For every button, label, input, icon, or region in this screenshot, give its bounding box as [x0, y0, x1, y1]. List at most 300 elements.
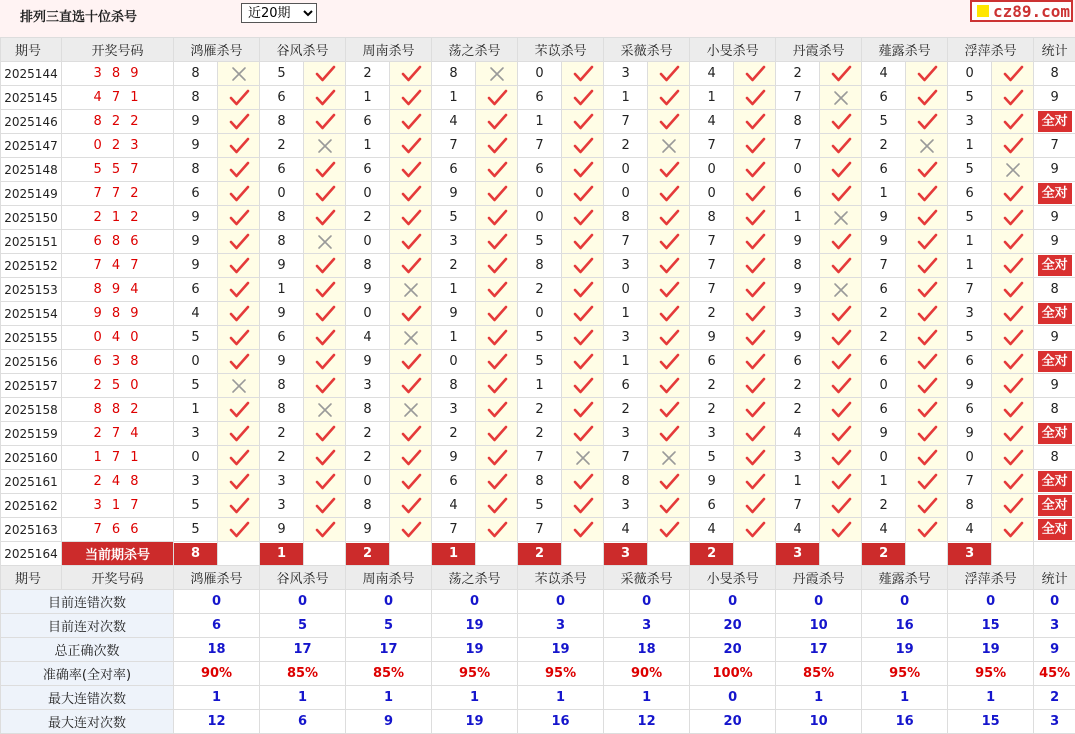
check-icon	[314, 113, 336, 131]
summary-row	[1, 686, 1075, 710]
kill-digit-cell: 8	[260, 374, 304, 398]
check-icon	[486, 305, 508, 323]
summary-value	[690, 686, 776, 710]
kill-digit-cell: 7	[776, 494, 820, 518]
summary-label: 最大连对次数	[1, 710, 174, 734]
check-icon	[658, 257, 680, 275]
summary-value-text: 19	[896, 642, 914, 657]
check-icon	[314, 65, 336, 83]
col-issue-header: 期号	[1, 566, 62, 590]
check-icon	[572, 473, 594, 491]
summary-value	[690, 638, 776, 662]
check-icon	[1002, 65, 1024, 83]
kill-digit-cell: 8	[260, 206, 304, 230]
correct-mark-cell	[390, 134, 432, 158]
summary-value	[260, 662, 346, 686]
correct-mark-cell	[390, 110, 432, 134]
correct-mark-cell	[734, 350, 776, 374]
draw-number-cell: 7 6 6	[62, 518, 174, 542]
row-stat-cell	[1034, 302, 1075, 326]
correct-mark-cell	[562, 302, 604, 326]
cross-icon	[316, 138, 334, 154]
check-icon	[1002, 233, 1024, 251]
wrong-mark-cell	[820, 86, 862, 110]
correct-mark-cell	[734, 278, 776, 302]
check-icon	[916, 449, 938, 467]
kill-digit-cell: 3	[260, 470, 304, 494]
check-icon	[228, 209, 250, 227]
check-icon	[744, 113, 766, 131]
kill-digit-cell: 6	[174, 278, 218, 302]
correct-mark-cell	[648, 302, 690, 326]
current-issue-cell: 2025164	[1, 542, 62, 566]
current-kill-digit: 8	[174, 543, 217, 565]
check-icon	[228, 425, 250, 443]
correct-mark-cell	[734, 230, 776, 254]
kill-digit-cell: 1	[776, 206, 820, 230]
correct-mark-cell	[476, 182, 518, 206]
correct-mark-cell	[734, 110, 776, 134]
check-icon	[830, 233, 852, 251]
summary-value-text: 5	[298, 618, 307, 633]
check-icon	[314, 305, 336, 323]
summary-value	[260, 710, 346, 734]
kill-digit-cell: 5	[948, 206, 992, 230]
kill-digit-cell: 7	[690, 278, 734, 302]
kill-digit-cell: 8	[260, 110, 304, 134]
site-logo[interactable]	[970, 0, 1073, 22]
check-icon	[1002, 521, 1024, 539]
check-icon	[228, 473, 250, 491]
check-icon	[830, 305, 852, 323]
summary-value	[604, 686, 690, 710]
check-icon	[314, 257, 336, 275]
correct-mark-cell	[562, 158, 604, 182]
current-kill-cell	[776, 542, 820, 566]
correct-mark-cell	[906, 350, 948, 374]
check-icon	[486, 281, 508, 299]
kill-digit-cell: 5	[948, 158, 992, 182]
correct-mark-cell	[390, 302, 432, 326]
summary-value-text: 1	[384, 690, 393, 705]
check-icon	[744, 497, 766, 515]
correct-mark-cell	[906, 326, 948, 350]
issue-cell: 2025148	[1, 158, 62, 182]
correct-mark-cell	[218, 86, 260, 110]
kill-digit-cell: 9	[690, 470, 734, 494]
draw-number-cell: 7 4 7	[62, 254, 174, 278]
summary-value	[862, 638, 948, 662]
kill-digit-cell: 2	[260, 134, 304, 158]
kill-digit-cell: 2	[432, 422, 476, 446]
summary-value-text: 5	[384, 618, 393, 633]
check-icon	[228, 89, 250, 107]
correct-mark-cell	[992, 182, 1034, 206]
col-expert-header: 鸿雁杀号	[174, 566, 260, 590]
summary-value-text: 16	[552, 714, 570, 729]
current-kill-digit: 1	[260, 543, 303, 565]
check-icon	[228, 521, 250, 539]
summary-value-text: 16	[896, 618, 914, 633]
kill-digit-cell: 0	[518, 62, 562, 86]
kill-digit-cell: 2	[260, 446, 304, 470]
check-icon	[400, 353, 422, 371]
check-icon	[486, 329, 508, 347]
current-kill-digit: 2	[690, 543, 733, 565]
check-icon	[572, 401, 594, 419]
col-expert-header: 薤露杀号	[862, 38, 948, 62]
draw-number-cell: 9 8 9	[62, 302, 174, 326]
wrong-mark-cell	[218, 62, 260, 86]
wrong-mark-cell	[648, 134, 690, 158]
correct-mark-cell	[906, 158, 948, 182]
summary-value	[432, 662, 518, 686]
current-kill-digit: 3	[776, 543, 819, 565]
check-icon	[830, 377, 852, 395]
kill-digit-cell: 4	[174, 302, 218, 326]
correct-mark-cell	[562, 206, 604, 230]
correct-mark-cell	[304, 494, 346, 518]
check-icon	[1002, 209, 1024, 227]
summary-value	[432, 686, 518, 710]
current-empty-cell	[304, 542, 346, 566]
correct-mark-cell	[476, 494, 518, 518]
check-icon	[572, 377, 594, 395]
issue-cell: 2025151	[1, 230, 62, 254]
summary-value-text: 15	[982, 714, 1000, 729]
header-row	[1, 566, 1075, 590]
correct-mark-cell	[562, 398, 604, 422]
kill-digit-cell: 9	[432, 446, 476, 470]
check-icon	[916, 497, 938, 515]
summary-value-text: 90%	[201, 666, 232, 681]
kill-digit-cell: 9	[776, 278, 820, 302]
summary-value	[518, 710, 604, 734]
check-icon	[658, 473, 680, 491]
kill-digit-cell: 6	[862, 278, 906, 302]
kill-digit-cell: 3	[260, 494, 304, 518]
table-row	[1, 494, 1075, 518]
summary-value	[862, 710, 948, 734]
cross-icon	[316, 234, 334, 250]
kill-digit-cell: 5	[518, 230, 562, 254]
check-icon	[1002, 329, 1024, 347]
col-expert-header: 采薇杀号	[604, 38, 690, 62]
check-icon	[228, 281, 250, 299]
draw-number-cell: 8 2 2	[62, 110, 174, 134]
correct-mark-cell	[992, 230, 1034, 254]
cross-icon	[488, 66, 506, 82]
correct-mark-cell	[992, 110, 1034, 134]
summary-value-text: 1	[298, 690, 307, 705]
summary-value-text: 100%	[713, 666, 753, 681]
summary-value	[690, 614, 776, 638]
issue-cell: 2025162	[1, 494, 62, 518]
kill-digit-cell: 2	[862, 302, 906, 326]
correct-mark-cell	[648, 230, 690, 254]
summary-value-text: 0	[814, 594, 823, 609]
issue-cell: 2025156	[1, 350, 62, 374]
kill-digit-cell: 9	[776, 326, 820, 350]
check-icon	[228, 497, 250, 515]
table-row	[1, 446, 1075, 470]
kill-digit-cell: 2	[862, 134, 906, 158]
correct-mark-cell	[992, 254, 1034, 278]
row-stat-value: 9	[1051, 330, 1059, 345]
summary-label: 目前连对次数	[1, 614, 174, 638]
summary-value-text: 10	[810, 618, 828, 633]
check-icon	[1002, 425, 1024, 443]
check-icon	[916, 185, 938, 203]
check-icon	[1002, 305, 1024, 323]
check-icon	[658, 209, 680, 227]
kill-digit-cell: 8	[518, 470, 562, 494]
kill-digit-cell: 8	[432, 62, 476, 86]
summary-value-text: 16	[896, 714, 914, 729]
row-stat-value: 8	[1051, 282, 1059, 297]
kill-digit-cell: 7	[518, 134, 562, 158]
col-issue-header: 期号	[1, 38, 62, 62]
kill-digit-cell: 9	[174, 206, 218, 230]
current-kill-cell	[174, 542, 218, 566]
correct-mark-cell	[734, 182, 776, 206]
table-row	[1, 158, 1075, 182]
row-stat-cell	[1034, 422, 1075, 446]
col-expert-header: 周南杀号	[346, 566, 432, 590]
correct-mark-cell	[562, 62, 604, 86]
check-icon	[314, 329, 336, 347]
check-icon	[400, 113, 422, 131]
summary-value-text: 0	[728, 690, 737, 705]
wrong-mark-cell	[304, 230, 346, 254]
kill-digit-cell: 3	[174, 422, 218, 446]
wrong-mark-cell	[304, 398, 346, 422]
col-expert-header: 芣苡杀号	[518, 38, 604, 62]
check-icon	[572, 161, 594, 179]
check-icon	[228, 305, 250, 323]
table-row	[1, 398, 1075, 422]
current-kill-digit: 3	[948, 543, 991, 565]
kill-digit-cell: 1	[518, 110, 562, 134]
correct-mark-cell	[304, 182, 346, 206]
check-icon	[744, 65, 766, 83]
draw-number-cell: 0 2 3	[62, 134, 174, 158]
correct-mark-cell	[476, 302, 518, 326]
correct-mark-cell	[562, 422, 604, 446]
kill-digit-cell: 1	[346, 86, 390, 110]
check-icon	[658, 65, 680, 83]
check-icon	[1002, 353, 1024, 371]
check-icon	[400, 89, 422, 107]
correct-mark-cell	[476, 230, 518, 254]
check-icon	[744, 473, 766, 491]
correct-mark-cell	[648, 422, 690, 446]
draw-number-cell: 2 5 0	[62, 374, 174, 398]
row-stat-cell	[1034, 518, 1075, 542]
summary-value-text: 20	[724, 618, 742, 633]
table-row	[1, 278, 1075, 302]
check-icon	[400, 497, 422, 515]
table-row	[1, 422, 1075, 446]
row-stat-cell	[1034, 494, 1075, 518]
table-row	[1, 62, 1075, 86]
period-select[interactable]	[241, 3, 317, 23]
correct-mark-cell	[304, 422, 346, 446]
check-icon	[658, 233, 680, 251]
check-icon	[744, 257, 766, 275]
correct-mark-cell	[992, 398, 1034, 422]
correct-mark-cell	[648, 62, 690, 86]
kill-digit-cell: 0	[862, 374, 906, 398]
correct-mark-cell	[648, 494, 690, 518]
all-correct-badge: 全对	[1038, 495, 1072, 516]
check-icon	[916, 209, 938, 227]
col-draw-header: 开奖号码	[62, 38, 174, 62]
correct-mark-cell	[562, 278, 604, 302]
correct-mark-cell	[304, 350, 346, 374]
logo-square-icon	[977, 5, 989, 17]
check-icon	[486, 497, 508, 515]
issue-cell: 2025154	[1, 302, 62, 326]
col-expert-header: 浮萍杀号	[948, 566, 1034, 590]
correct-mark-cell	[304, 206, 346, 230]
check-icon	[916, 233, 938, 251]
kill-digit-cell: 8	[260, 230, 304, 254]
correct-mark-cell	[734, 374, 776, 398]
wrong-mark-cell	[390, 398, 432, 422]
col-stat-header: 统计	[1034, 566, 1075, 590]
check-icon	[744, 137, 766, 155]
check-icon	[916, 281, 938, 299]
row-stat-value: 8	[1051, 66, 1059, 81]
kill-digit-cell: 7	[604, 446, 648, 470]
cross-icon	[918, 138, 936, 154]
summary-value-text: 1	[212, 690, 221, 705]
summary-value-text: 95%	[545, 666, 576, 681]
correct-mark-cell	[390, 374, 432, 398]
kill-digit-cell: 1	[776, 470, 820, 494]
kill-digit-cell: 0	[518, 302, 562, 326]
correct-mark-cell	[906, 302, 948, 326]
kill-digit-cell: 3	[690, 422, 734, 446]
col-expert-header: 谷风杀号	[260, 38, 346, 62]
kill-digit-cell: 5	[518, 350, 562, 374]
check-icon	[400, 257, 422, 275]
correct-mark-cell	[390, 182, 432, 206]
correct-mark-cell	[992, 206, 1034, 230]
check-icon	[1002, 281, 1024, 299]
kill-digit-cell: 3	[432, 230, 476, 254]
current-kill-digit: 1	[432, 543, 475, 565]
correct-mark-cell	[992, 62, 1034, 86]
row-stat-cell	[1034, 182, 1075, 206]
correct-mark-cell	[906, 278, 948, 302]
wrong-mark-cell	[906, 134, 948, 158]
correct-mark-cell	[734, 446, 776, 470]
correct-mark-cell	[992, 86, 1034, 110]
kill-digit-cell: 1	[690, 86, 734, 110]
check-icon	[228, 329, 250, 347]
correct-mark-cell	[390, 494, 432, 518]
summary-value-text: 0	[642, 594, 651, 609]
correct-mark-cell	[820, 158, 862, 182]
summary-value	[174, 638, 260, 662]
summary-value	[948, 590, 1034, 614]
check-icon	[314, 353, 336, 371]
kill-digit-cell: 3	[948, 302, 992, 326]
summary-value-text: 3	[556, 618, 565, 633]
kill-digit-cell: 9	[260, 302, 304, 326]
kill-digit-cell: 1	[432, 326, 476, 350]
correct-mark-cell	[562, 326, 604, 350]
draw-number-cell: 8 8 2	[62, 398, 174, 422]
summary-row	[1, 590, 1075, 614]
kill-digit-cell: 7	[948, 470, 992, 494]
check-icon	[744, 425, 766, 443]
correct-mark-cell	[476, 326, 518, 350]
correct-mark-cell	[906, 206, 948, 230]
summary-value	[260, 686, 346, 710]
page-title: 排列三直选十位杀号	[20, 6, 137, 25]
current-kill-label: 当前期杀号	[62, 542, 174, 566]
col-expert-header: 丹霞杀号	[776, 566, 862, 590]
kill-digit-cell: 5	[432, 206, 476, 230]
table-row	[1, 326, 1075, 350]
check-icon	[658, 377, 680, 395]
table-row	[1, 470, 1075, 494]
issue-cell: 2025159	[1, 422, 62, 446]
check-icon	[486, 209, 508, 227]
all-correct-badge: 全对	[1038, 183, 1072, 204]
summary-value	[690, 710, 776, 734]
kill-digit-cell: 6	[346, 158, 390, 182]
kill-digit-cell: 4	[690, 62, 734, 86]
current-empty-cell	[218, 542, 260, 566]
kill-digit-cell: 8	[260, 398, 304, 422]
row-stat-cell	[1034, 62, 1075, 86]
kill-digit-cell: 8	[174, 62, 218, 86]
kill-digit-cell: 2	[776, 398, 820, 422]
all-correct-badge: 全对	[1038, 111, 1072, 132]
check-icon	[228, 401, 250, 419]
correct-mark-cell	[390, 86, 432, 110]
summary-value	[432, 614, 518, 638]
check-icon	[572, 521, 594, 539]
check-icon	[830, 65, 852, 83]
row-stat-cell	[1034, 134, 1075, 158]
kill-digit-cell: 0	[776, 158, 820, 182]
kill-digit-cell: 2	[346, 206, 390, 230]
summary-value-text: 9	[1050, 642, 1059, 657]
issue-cell: 2025157	[1, 374, 62, 398]
correct-mark-cell	[218, 230, 260, 254]
kill-digit-cell: 2	[604, 398, 648, 422]
correct-mark-cell	[562, 470, 604, 494]
row-stat-value: 9	[1051, 162, 1059, 177]
summary-value-text: 20	[724, 642, 742, 657]
draw-number-cell: 3 1 7	[62, 494, 174, 518]
check-icon	[486, 89, 508, 107]
correct-mark-cell	[390, 446, 432, 470]
summary-label: 目前连错次数	[1, 590, 174, 614]
check-icon	[1002, 89, 1024, 107]
kill-digit-cell: 2	[432, 254, 476, 278]
kill-digit-cell: 6	[776, 182, 820, 206]
kill-digit-cell: 3	[604, 422, 648, 446]
check-icon	[1002, 257, 1024, 275]
current-kill-cell	[604, 542, 648, 566]
check-icon	[1002, 377, 1024, 395]
